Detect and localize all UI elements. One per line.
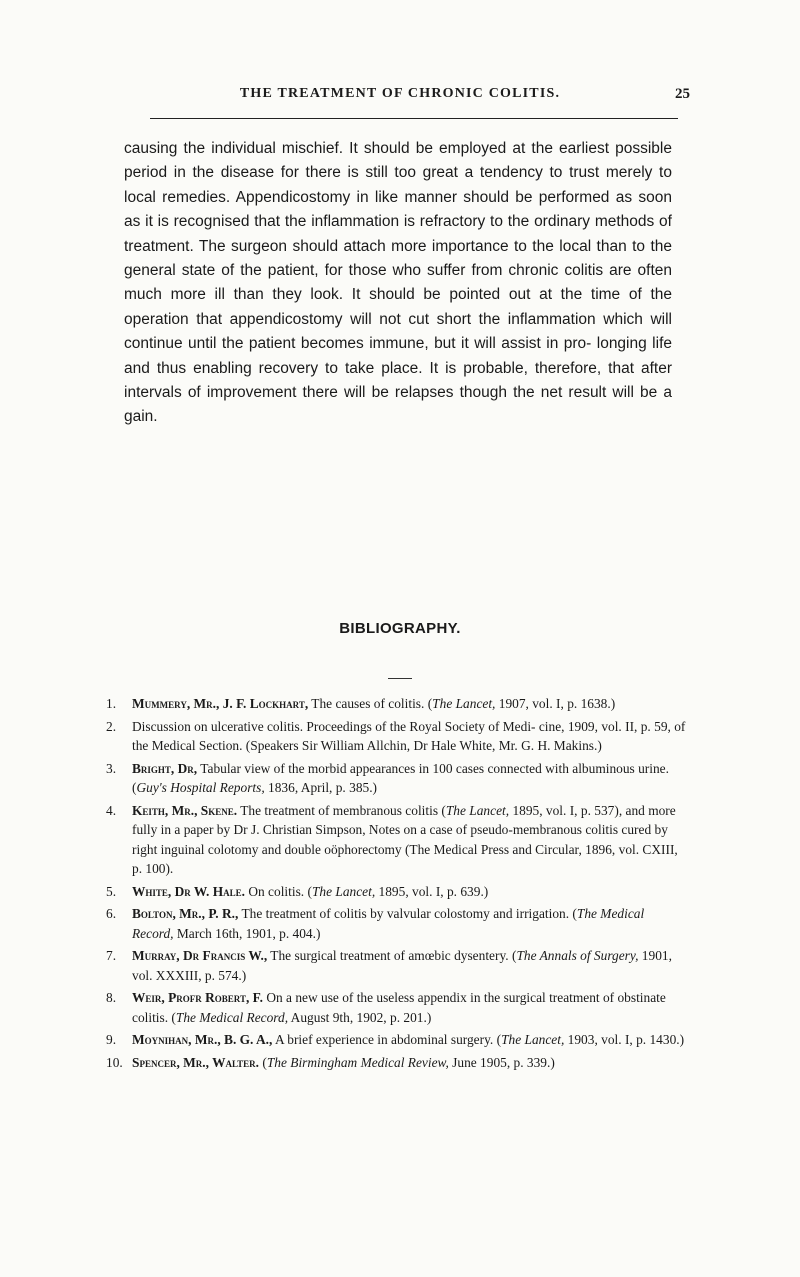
entry-details: June 1905, p. 339.): [448, 1054, 555, 1070]
bibliography-entry: [106, 882, 686, 902]
running-header: [0, 86, 800, 106]
entry-text: The treatment of colitis by valvular colostomy and irrigation. (: [238, 906, 577, 921]
bibliography-entry: [106, 904, 686, 943]
page-number: 25: [675, 86, 690, 102]
entry-journal: The Annals of Surgery,: [516, 948, 639, 963]
running-title: THE TREATMENT OF CHRONIC COLITIS.: [239, 86, 561, 101]
entry-details: August 9th, 1902, p. 201.): [288, 1009, 432, 1025]
entry-details: 1901, vol. XXXIII, p. 574.): [132, 948, 672, 983]
bibliography-entry: [106, 988, 686, 1027]
bibliography-heading: BIBLIOGRAPHY.: [339, 620, 461, 637]
entry-journal: The Medical Record,: [175, 1009, 289, 1025]
bibliography-entry: [106, 759, 686, 798]
body-paragraph: causing the individual mischief. It should be employed at the earliest possible period in the disease for there is still too great a tendency to trust merely to local remedies. Appendicostomy in like manner should be performed as soon as it is recognised that the inflammation is refractory to the ordinary methods of treatment. The surgeon should attach more importance to the local than to the general state of the patient, for those who suffer from chronic colitis are often much more ill than they look. It should be pointed out at the time of the operation that appendicostomy will not cut short the inflammation which will continue until the patient becomes immune, but it will assist in pro- longing life and thus enabling recovery to take place. It is probable, therefore, that after intervals of improvement there will be relapses though the net result will be a gain.: [124, 140, 672, 426]
entry-text: Discussion on ulcerative colitis. Proceedings of the Royal Society of Medi- cine, 1909, vol. II, p. 59, of the Medical Section. (Speakers Sir William Allchin, Dr Hale White, Mr. G. H. Makins.): [132, 718, 686, 753]
entry-details: 1836, April, p. 385.): [264, 780, 378, 795]
entry-text: Tabular view of the morbid appearances in 100 cases connected with albuminous urine. (: [132, 760, 669, 795]
entry-text: The causes of colitis. (: [308, 696, 433, 711]
entry-author: Mummery, Mr., J. F. Lockhart,: [132, 696, 309, 711]
entry-number: 7.: [106, 948, 117, 963]
bibliography-entry: [106, 801, 686, 879]
entry-details: March 16th, 1901, p. 404.): [173, 925, 321, 941]
entry-journal: The Medical Record,: [132, 906, 645, 941]
entry-author: Bright, Dr,: [132, 760, 198, 776]
entry-text: (: [259, 1054, 267, 1070]
entry-text: A brief experience in abdominal surgery. (: [272, 1032, 502, 1047]
entry-journal: The Lancet,: [501, 1032, 565, 1047]
entry-details: 1895, vol. I, p. 537), and more fully in a paper by Dr J. Christian Simpson, Notes on a case of pseudo-membranous colitis cured by right inguinal colotomy and double oöphorectomy (The Medical Press and Circular, 1896, vol. CXIII, p. 100).: [132, 802, 678, 876]
entry-number: 6.: [106, 906, 117, 921]
bibliography-entry: [106, 1030, 686, 1050]
entry-text: The surgical treatment of amœbic dysentery. (: [267, 948, 517, 963]
entry-journal: Guy's Hospital Reports,: [136, 780, 265, 795]
bibliography-entry: [106, 717, 686, 756]
entry-text: On colitis. (: [245, 883, 312, 899]
bibliography-entry: [106, 1053, 686, 1073]
entry-text: On a new use of the useless appendix in the surgical treatment of obstinate colitis. (: [132, 990, 666, 1025]
entry-journal: The Lancet,: [432, 696, 496, 711]
entry-number: 5.: [106, 883, 117, 899]
entry-number: 3.: [106, 760, 117, 776]
bibliography-list: [106, 694, 686, 1075]
bibliography-entry: [106, 694, 686, 714]
entry-author: Weir, Profr Robert, F.: [132, 990, 263, 1005]
entry-number: 9.: [106, 1032, 117, 1047]
entry-author: White, Dr W. Hale.: [132, 883, 245, 899]
entry-author: Bolton, Mr., P. R.,: [132, 906, 239, 921]
entry-number: 4.: [106, 802, 117, 818]
entry-text: The treatment of membranous colitis (: [237, 802, 446, 818]
bibliography-entry: [106, 946, 686, 985]
entry-details: 1907, vol. I, p. 1638.): [495, 696, 616, 711]
bibliography-rule: [388, 678, 412, 679]
entry-number: 2.: [106, 718, 117, 734]
entry-details: 1895, vol. I, p. 639.): [375, 883, 489, 899]
entry-journal: The Birmingham Medical Review,: [266, 1054, 449, 1070]
entry-author: Moynihan, Mr., B. G. A.,: [132, 1032, 273, 1047]
entry-journal: The Lancet,: [311, 883, 376, 899]
header-rule: [150, 118, 678, 119]
entry-number: 10.: [106, 1054, 123, 1070]
entry-journal: The Lancet,: [445, 802, 510, 818]
entry-number: 8.: [106, 990, 117, 1005]
entry-details: 1903, vol. I, p. 1430.): [564, 1032, 685, 1047]
entry-author: Spencer, Mr., Walter.: [132, 1054, 260, 1070]
entry-author: Keith, Mr., Skene.: [132, 802, 238, 818]
entry-author: Murray, Dr Francis W.,: [132, 948, 268, 963]
entry-number: 1.: [106, 696, 117, 711]
